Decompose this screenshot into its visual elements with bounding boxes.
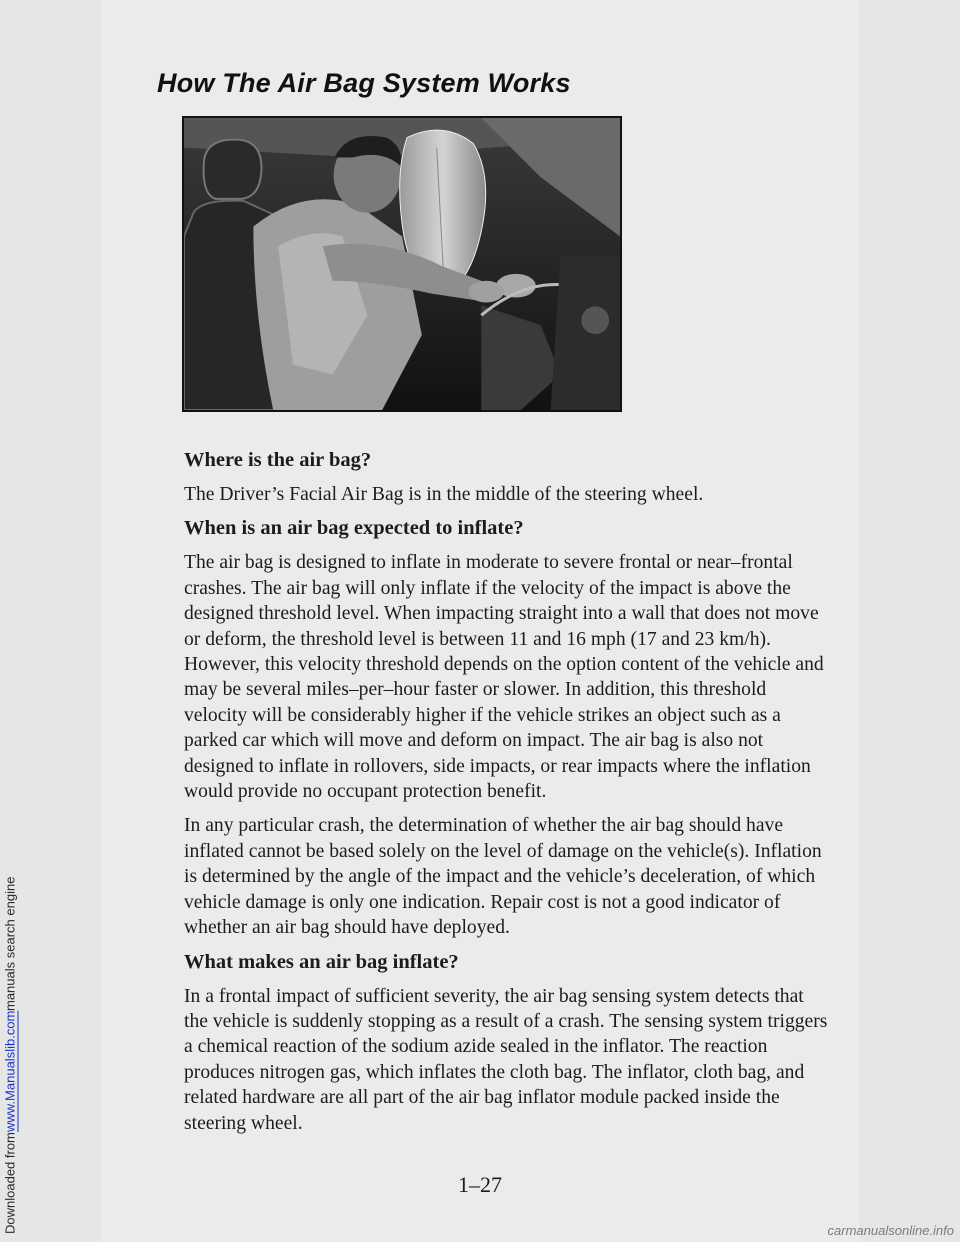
page-heading: How The Air Bag System Works: [157, 68, 571, 98]
section-heading: What makes an air bag inflate?: [184, 950, 459, 973]
section-inflation-mechanism: [184, 950, 829, 1136]
article-body: [184, 448, 829, 1145]
section-heading: When is an air bag expected to inflate?: [184, 517, 524, 540]
section-paragraph: The Driver’s Facial Air Bag is in the middle of the steering wheel.: [184, 484, 704, 505]
section-heading: Where is the air bag?: [184, 449, 372, 471]
watermark: carmanualsonline.info: [827, 1223, 954, 1238]
download-source-note: [0, 0, 20, 1242]
page-number: 1–27: [458, 1172, 502, 1197]
download-prefix: Downloaded from: [2, 1132, 18, 1234]
section-paragraph: In a frontal impact of sufficient severity, the air bag sensing system detects that the vehicle is suddenly stopping as a result of a crash. The sensing system triggers a chemical reaction of the sodium azide sealed in the inflator. The reaction produces nitrogen gas, which inflates the cloth bag. The inflator, cloth bag, and related hardware are all part of the air bag inflator module packed inside the steering wheel.: [184, 985, 828, 1134]
section-inflation-conditions: [184, 516, 829, 940]
download-suffix: manuals search engine: [2, 876, 18, 1011]
driver-airbag-illustration-icon: [184, 118, 620, 410]
manualslib-link[interactable]: www.Manualslib.com: [2, 1010, 18, 1133]
section-airbag-location: [184, 448, 829, 507]
section-paragraph: In any particular crash, the determination of whether the air bag should have inflated cannot be based solely on the level of damage on the vehicle(s). Inflation is determined by the angle of the impact and the vehicle’s deceleration, of which vehicle damage is only one indication. Repair cost is not a good indicator of whether an air bag should have deployed.: [184, 815, 822, 939]
section-paragraph: The air bag is designed to inflate in moderate to severe frontal or near–frontal crashes. The air bag will only inflate if the velocity of the impact is above the designed threshold level. When impacting straight into a wall that does not move or deform, the threshold level is between 11 and 16 mph (17 and 23 km/h). However, this velocity threshold depends on the option content of the vehicle and may be several miles–per–hour faster or slower. In addition, this threshold velocity will be considerably higher if the vehicle strikes an object such as a parked car which will move and deform on impact. The air bag is also not designed to inflate in rollovers, side impacts, or rear impacts where the inflation would provide no occupant protection benefit.: [184, 552, 824, 803]
airbag-figure: [182, 116, 622, 412]
